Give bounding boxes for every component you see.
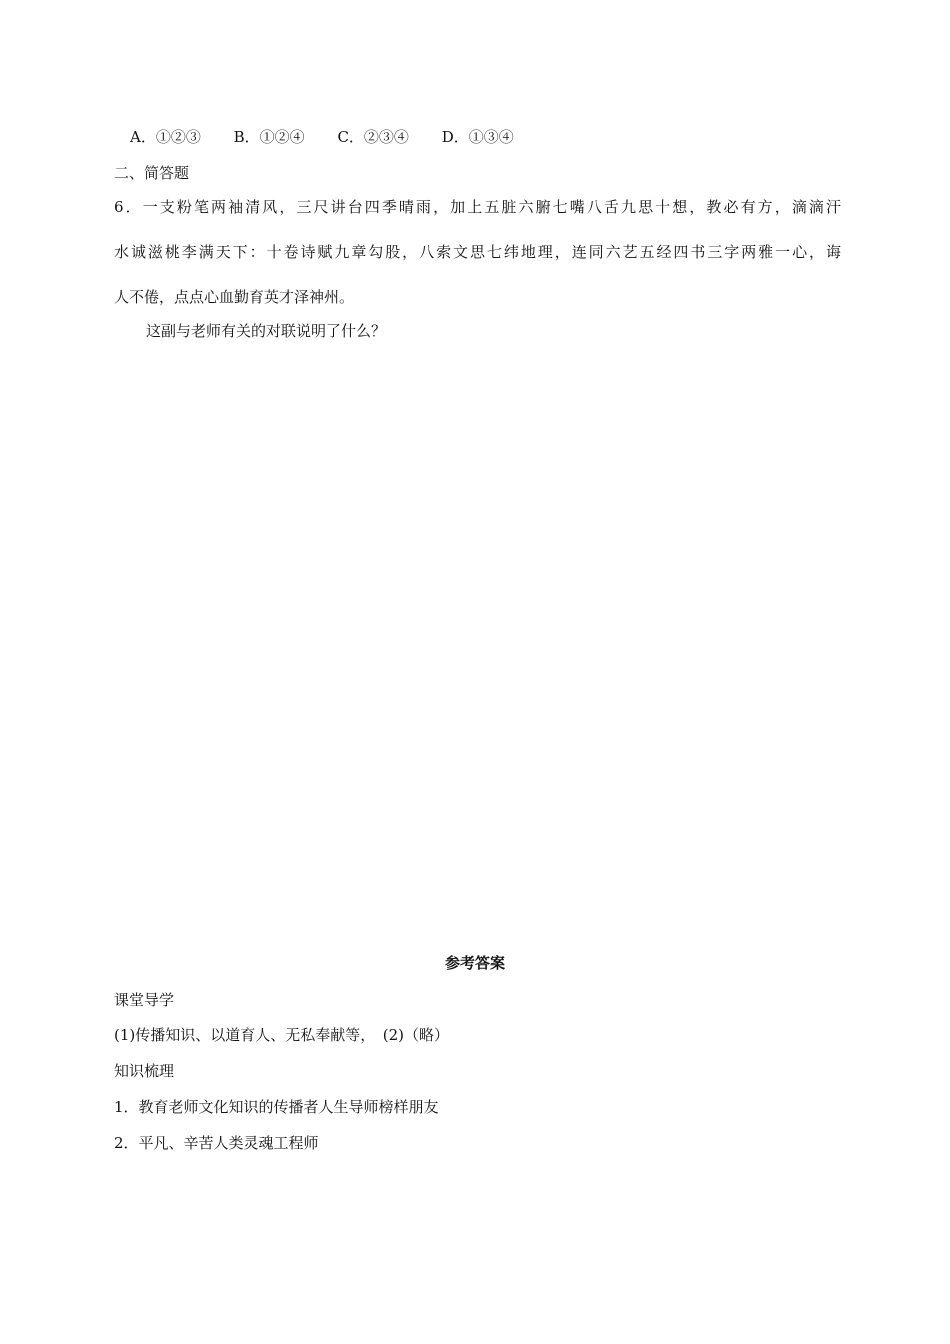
option-d: D．①③④ bbox=[441, 128, 514, 146]
answers-title: 参考答案 bbox=[444, 954, 505, 972]
answer-item-1: (1)传播知识、以道育人、无私奉献等， (2)（略） bbox=[114, 1026, 449, 1044]
answers-section-classroom: 课堂导学 bbox=[114, 991, 175, 1009]
question-line-3: 人不倦，点点心血勤育英才泽神州。 bbox=[114, 288, 355, 306]
answer-item-3: 2．平凡、辛苦人类灵魂工程师 bbox=[114, 1134, 319, 1152]
question-6 bbox=[114, 196, 841, 331]
choice-options bbox=[130, 127, 542, 147]
answers-section-knowledge: 知识梳理 bbox=[114, 1062, 175, 1080]
section-heading: 二、简答题 bbox=[114, 164, 190, 182]
option-a: A．①②③ bbox=[130, 128, 201, 146]
question-line-1: 6．一支粉笔两袖清风，三尺讲台四季晴雨，加上五脏六腑七嘴八舌九思十想，教必有方，滴滴汗 bbox=[114, 198, 841, 216]
option-c: C．②③④ bbox=[337, 128, 409, 146]
option-b: B．①②④ bbox=[233, 128, 305, 146]
question-prompt: 这副与老师有关的对联说明了什么？ bbox=[146, 322, 387, 340]
question-line-2: 水诚滋桃李满天下：十卷诗赋九章勾股，八索文思七纬地理，连同六艺五经四书三字两雅一心，诲 bbox=[114, 243, 841, 261]
answer-item-2: 1．教育老师文化知识的传播者人生导师榜样朋友 bbox=[114, 1098, 439, 1116]
